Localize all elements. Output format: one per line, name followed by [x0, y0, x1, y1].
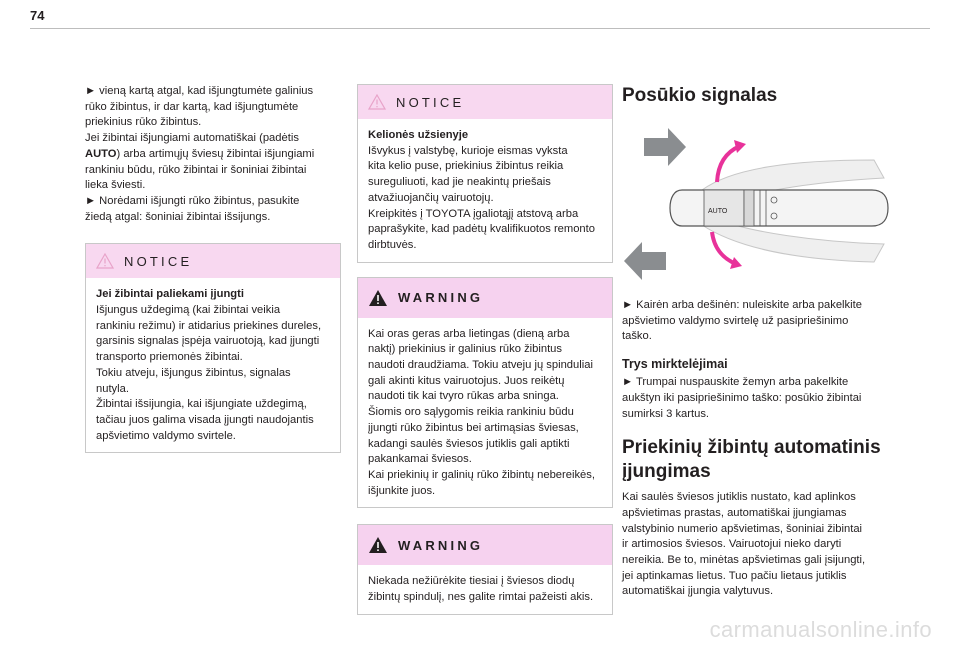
text-line: garsinis signalas įspėja vairuotoją, kad įjungti	[96, 335, 320, 348]
text-line: išjunkite juos.	[368, 484, 436, 497]
section-title-auto-headlights	[622, 436, 890, 484]
text-line: gali akinti kitus vairuotojus. Juos reikėtų	[368, 374, 565, 387]
text-line: transporto priemonės žibintai.	[96, 351, 243, 364]
turn-signal-instruction	[622, 298, 890, 345]
column-3	[622, 84, 890, 600]
text-line: naudoti tik kai tvyro rūkas arba sninga.	[368, 390, 559, 403]
text-line: priekinius rūko žibintus.	[85, 116, 202, 129]
text-line: sumirksi 3 kartus.	[622, 407, 710, 420]
page-number: 74	[30, 8, 45, 23]
text-line: lieka šviesti.	[85, 179, 146, 192]
caution-triangle-icon	[368, 94, 386, 110]
fog-light-instructions	[85, 84, 341, 225]
text-line: Kai saulės šviesos jutiklis nustato, kad aplinkos	[622, 491, 856, 504]
notice-header	[86, 244, 340, 278]
text-line: ► Norėdami išjungti rūko žibintus, pasukite	[85, 194, 300, 207]
text-line: dirbtuvės.	[368, 238, 417, 251]
stalk-diagram	[622, 120, 890, 288]
notice-box-travel-abroad	[357, 84, 613, 263]
notice-title: NOTICE	[396, 94, 465, 110]
warning-box-fog-lights	[357, 277, 613, 509]
warning-title: WARNING	[398, 290, 484, 306]
top-divider	[30, 28, 930, 29]
text-line: paprašykite, kad padėtų kvalifikuotos remonto	[368, 223, 595, 236]
text-line: Išjungus uždegimą (kai žibintai veikia	[96, 304, 281, 317]
text-line: ir artimosios šviesos. Vairuotojui nieko daryti	[622, 538, 842, 551]
text-line: atvažiuojančių vairuotojų.	[368, 191, 494, 204]
notice-title: NOTICE	[124, 253, 193, 269]
column-1	[85, 84, 341, 453]
text-line: apšvietimo valdymo svirtelę už pasipriešinimo	[622, 314, 849, 327]
notice-header	[358, 85, 612, 119]
text-line: ► Kairėn arba dešinėn: nuleiskite arba pakelkite	[622, 299, 862, 311]
notice-body	[358, 119, 612, 262]
turn-signal-illustration	[622, 120, 890, 288]
text-line: Kai priekinių ir galinių rūko žibintų nebereikės,	[368, 468, 595, 481]
caution-triangle-icon	[96, 253, 114, 269]
text-line: Žibintai išsijungia, kai išjungiate uždegimą,	[96, 398, 307, 411]
text-line: naudoti draudžiama. Tokiu atveju jų spinduliai	[368, 359, 593, 372]
warning-body	[358, 318, 612, 508]
text-fragment: ) arba artimųjų šviesų žibintai išjungiami	[116, 147, 315, 160]
text-line: naktį) priekinius ir galinius rūko žibintus	[368, 343, 563, 356]
column-2	[357, 84, 613, 615]
text-line: Kreipkitės į TOYOTA įgaliotąjį atstovą arba	[368, 207, 579, 220]
turn-left-arrow-icon	[624, 242, 666, 280]
warning-header	[358, 525, 612, 565]
title-line: Priekinių žibintų automatinis	[622, 437, 881, 459]
warning-box-led	[357, 524, 613, 614]
text-line: ► Trumpai nuspauskite žemyn arba pakelkite	[622, 376, 849, 389]
text-line: taško.	[622, 330, 652, 343]
notice-heading: Kelionės užsienyje	[368, 129, 469, 141]
text-line: Tokiu atveju, išjungus žibintus, signalas	[96, 366, 291, 379]
text-line: Niekada nežiūrėkite tiesiai į šviesos diodų	[368, 575, 575, 588]
text-line: Jei žibintai išjungiami automatiškai (padėtis	[85, 132, 299, 145]
text-line: kadangi saulės šviesos jutiklis gali aptikti	[368, 437, 570, 450]
notice-heading: Jei žibintai paliekami įjungti	[96, 288, 244, 301]
text-line: rankiniu režimu) ir atidarius priekines dureles,	[96, 319, 322, 332]
text-line: žiedą atgal: šoniniai žibintai išsijungs.	[85, 210, 271, 223]
text-line: nereikia. Be to, minėtas apšvietimas gali įsijungti,	[622, 554, 866, 567]
notice-box-lights-left-on	[85, 243, 341, 453]
notice-body	[86, 278, 340, 452]
text-line: rūko žibintus, ir dar kartą, kad išjungtumėte	[85, 100, 299, 113]
subheading-three-flashes: Trys mirktelėjimai	[622, 357, 728, 372]
text-line: žibintų spindulį, nes galite rimtai pažeisti akis.	[368, 591, 594, 604]
warning-body	[358, 565, 612, 613]
switch-auto-label: AUTO	[708, 208, 728, 215]
text-line: nutyla.	[96, 382, 129, 395]
text-line: įjungti rūko žibintus bei artimąsias šviesas,	[368, 421, 579, 434]
section-title-turn-signal: Posūkio signalas	[622, 85, 778, 106]
warning-header	[358, 278, 612, 318]
text-line: Išvykus į valstybę, kurioje eismas vyksta	[368, 144, 568, 157]
warning-triangle-icon	[368, 289, 388, 307]
turn-right-arrow-icon	[644, 128, 686, 166]
text-line: tačiau juos galima visada įjungti naudojantis	[96, 413, 314, 426]
text-line: valstybinio numerio apšvietimas, šoniniai žibintai	[622, 522, 863, 535]
text-line: ► vieną kartą atgal, kad išjungtumėte galinius	[85, 85, 314, 97]
text-line: apšvietimo valdymo svirtele.	[96, 429, 236, 442]
watermark: carmanualsonline.info	[709, 617, 932, 642]
text-line: automatiškai įjungia valytuvus.	[622, 585, 774, 598]
text-line: Kai oras geras arba lietingas (dieną arba	[368, 327, 570, 340]
text-line: pakankamai šviesos.	[368, 453, 472, 466]
warning-title: WARNING	[398, 537, 484, 553]
text-line: sureguliuoti, kad jie neakintų priešais	[368, 176, 551, 189]
warning-triangle-icon	[368, 536, 388, 554]
title-line: įjungimas	[622, 461, 711, 483]
text-line: Šiomis oro sąlygomis reikia rankiniu būdu	[368, 406, 574, 419]
text-line: kita kelio puse, priekinius žibintus reikia	[368, 160, 564, 173]
auto-headlights-text	[622, 490, 890, 600]
auto-keyword: AUTO	[85, 147, 117, 160]
three-flashes-text	[622, 375, 890, 422]
text-line	[85, 147, 341, 163]
text-line: apšvietimas prastas, automatiškai įjungiamas	[622, 506, 847, 519]
text-line: rankiniu būdu, rūko žibintai ir šoniniai žibintai	[85, 163, 307, 176]
text-line: aukštyn iki pasipriešinimo taško: posūkio žibintai	[622, 391, 862, 404]
text-line: jei aptinkamas lietus. Tuo pačiu lietaus jutiklis	[622, 569, 847, 582]
